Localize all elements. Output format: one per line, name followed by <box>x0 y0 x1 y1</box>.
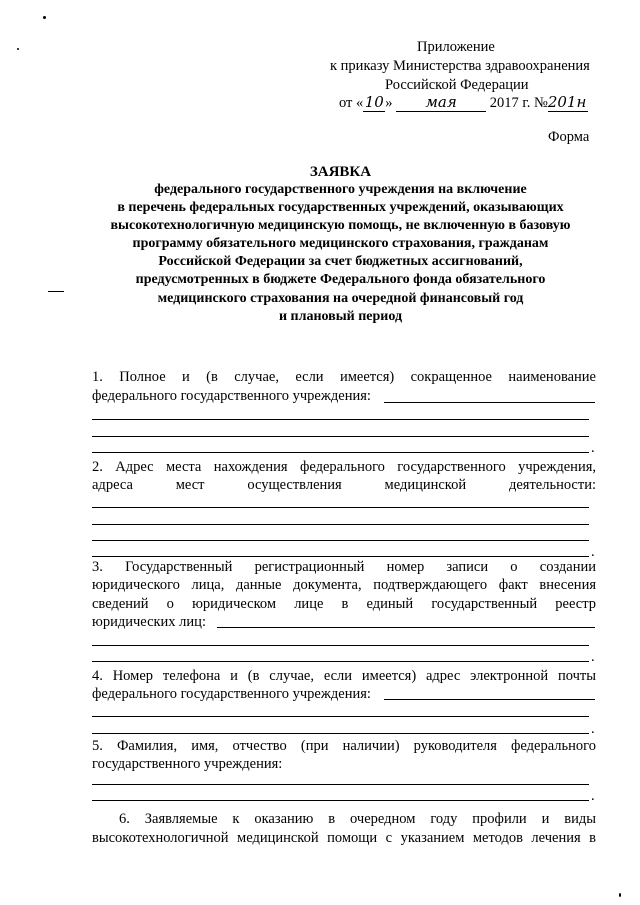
answer-line <box>92 507 589 508</box>
answer-line <box>92 716 589 717</box>
order-day: 10 <box>364 93 384 111</box>
scan-speck <box>43 16 46 19</box>
title-line: и плановый период <box>278 308 403 324</box>
answer-line <box>92 661 589 662</box>
date-prefix: от « <box>339 95 364 111</box>
answer-line <box>92 540 589 541</box>
title-line: высокотехнологичную медицинскую помощь, не включенную в базовую <box>110 218 571 234</box>
period-mark: . <box>591 788 595 804</box>
title-line: в перечень федеральных государственных учреждений, оказывающих <box>117 200 564 216</box>
answer-line <box>92 733 589 734</box>
item-6-text: высокотехнологичной медицинской помощи с указанием методов лечения в <box>92 830 596 846</box>
order-number: 201н <box>547 93 587 111</box>
period-mark: . <box>591 440 595 456</box>
answer-line <box>92 800 589 801</box>
order-ref-line: к приказу Министерства здравоохранения <box>330 58 590 74</box>
item-2-text: адреса мест осуществления медицинской деятельности: <box>92 477 596 493</box>
answer-line <box>92 524 589 525</box>
order-date-line <box>339 93 588 112</box>
appendix-label: Приложение <box>417 39 495 55</box>
period-mark: . <box>591 649 595 665</box>
title-subtext <box>88 181 593 326</box>
answer-line <box>92 419 589 420</box>
item-3-text: юридических лиц: <box>92 614 206 630</box>
item-3-text: сведений о юридическом лице в единый государственный реестр <box>92 596 596 612</box>
item-4-text: федерального государственного учреждения: <box>92 686 371 702</box>
title-line: федерального государственного учреждения на включение <box>154 182 527 197</box>
scan-speck <box>619 893 621 897</box>
answer-line <box>217 627 595 628</box>
item-1-text: 1. Полное и (в случае, если имеется) сокращенное наименование <box>92 369 596 385</box>
period-mark: . <box>591 721 595 737</box>
document-title: ЗАЯВКА <box>309 164 372 180</box>
item-3-text: 3. Государственный регистрационный номер записи о создании <box>92 559 596 575</box>
answer-line <box>92 436 589 437</box>
form-label: Форма <box>548 129 590 145</box>
item-4-text: 4. Номер телефона и (в случае, если имеется) адрес электронной почты <box>92 668 596 684</box>
item-6-text: 6. Заявляемые к оказанию в очередном году профили и виды <box>119 811 596 827</box>
item-1-text: федерального государственного учреждения: <box>92 388 371 404</box>
item-5-text: государственного учреждения: <box>92 756 283 772</box>
federation-line: Российской Федерации <box>385 77 529 93</box>
answer-line <box>92 556 589 557</box>
item-3-text: юридического лица, данные документа, подтверждающего факт внесения <box>92 577 596 593</box>
title-line: программу обязательного медицинского страхования, гражданам <box>132 236 549 252</box>
answer-line <box>384 402 595 403</box>
order-year: 2017 г. № <box>489 95 548 111</box>
date-mid: » <box>385 95 393 111</box>
margin-mark <box>48 291 64 292</box>
order-month: мая <box>396 93 486 112</box>
answer-line <box>92 452 589 453</box>
title-line: Российской Федерации за счет бюджетных ассигнований, <box>158 254 523 270</box>
scan-speck <box>17 48 19 50</box>
answer-line <box>384 699 595 700</box>
title-line: предусмотренных в бюджете Федерального фонда обязательного <box>135 272 546 288</box>
title-line: медицинского страхования на очередной финансовый год <box>157 290 524 306</box>
item-5-text: 5. Фамилия, имя, отчество (при наличии) руководителя федерального <box>92 738 596 754</box>
answer-line <box>92 645 589 646</box>
item-2-text: 2. Адрес места нахождения федерального государственного учреждения, <box>92 459 596 475</box>
period-mark: . <box>591 544 595 560</box>
answer-line <box>92 784 589 785</box>
